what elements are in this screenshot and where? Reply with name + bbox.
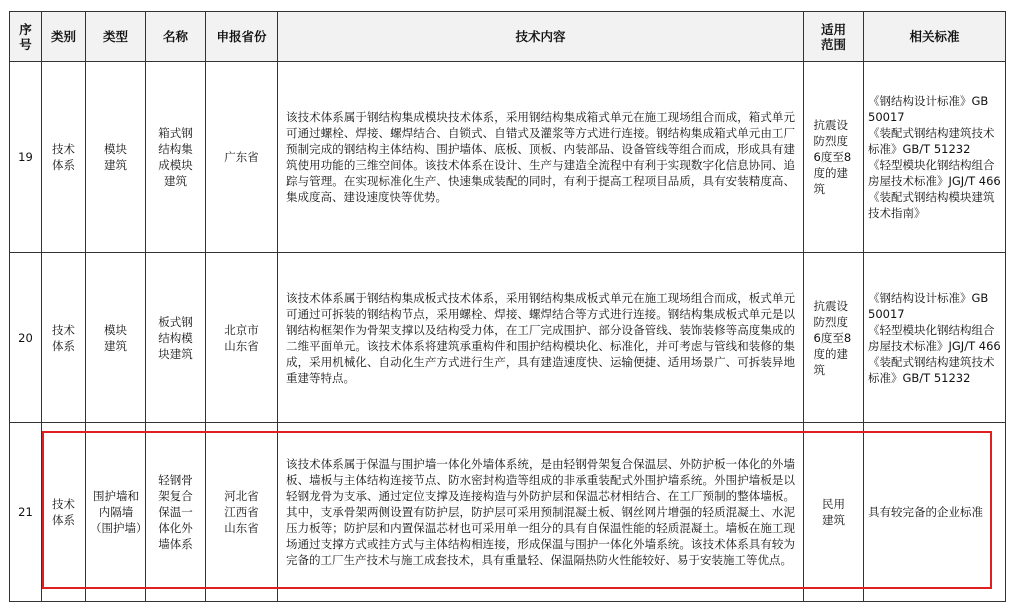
table-row <box>10 62 1006 253</box>
row-no: 19 <box>10 62 42 253</box>
col-header-type: 类型 <box>86 12 146 62</box>
col-header-scope: 适用范围 <box>804 12 864 62</box>
row-no: 20 <box>10 253 42 423</box>
row-name: 轻钢骨架复合保温一体化外墙体系 <box>146 423 206 602</box>
row-no: 21 <box>10 423 42 602</box>
header-row <box>10 12 1006 62</box>
table-row <box>10 253 1006 423</box>
col-header-content: 技术内容 <box>278 12 804 62</box>
col-header-name: 名称 <box>146 12 206 62</box>
row-standards: 具有较完备的企业标准 <box>864 423 1006 602</box>
row-category: 技术体系 <box>42 62 86 253</box>
row-province: 河北省 江西省 山东省 <box>206 423 278 602</box>
technology-table <box>9 11 1006 602</box>
row-province: 北京市 山东省 <box>206 253 278 423</box>
col-header-province: 申报省份 <box>206 12 278 62</box>
row-type: 模块建筑 <box>86 62 146 253</box>
row-content: 该技术体系属于保温与围护墙一体化外墙体系统，是由轻钢骨架复合保温层、外防护板一体化的外墙板、墙板与主体结构连接节点、防水密封构造等组成的非承重装配式外围护墙系统。外围护墙板是以轻钢龙骨为支承、通过定位支撑及连接构造与外防护层和保温芯材相结合、在工厂预制的整体墙板。其中，支承骨架两侧设置有防护层，防护层可采用预制混凝土板、钢丝网片增强的轻质混凝土、水泥压力板等；防护层和内置保温芯材也可采用单一组分的具有自保温性能的轻质混凝土。墙板在施工现场通过支撑方式或挂方式与主体结构相连接，形成保温与围护一体化外墙系统。该技术体系具有较为完备的工厂生产技术与施工成套技术，具有重量轻、保温隔热防火性能较好、易于安装施工等优点。 <box>278 423 804 602</box>
row-content: 该技术体系属于钢结构集成板式技术体系，采用钢结构集成板式单元在施工现场组合而成，板式单元可通过可拆装的钢结构节点，采用螺栓、焊接、螺焊结合等方式进行连接。钢结构集成板式单元是以钢结构框架作为骨架支撑以及结构受力体，在工厂完成围护、部分设备管线、装饰装修等高度集成的二维平面单元。该技术体系将建筑承重构件和围护结构模块化、标准化，并可考虑与管线和装修的集成，采用机械化、自动化生产方式进行生产，具有建造速度快、运输便捷、适用场景广、可拆装异地重建等特点。 <box>278 253 804 423</box>
row-content: 该技术体系属于钢结构集成模块技术体系，采用钢结构集成箱式单元在施工现场组合而成，箱式单元可通过螺栓、焊接、螺焊结合、自锁式、自错式及灌浆等方式进行连接。钢结构集成箱式单元由工厂预制完成的钢结构主体结构、围护墙体、底板、顶板、内装部品、设备管线等组合而成，形成具有建筑使用功能的三维空间体。该技术体系在设计、生产与建造全流程中有利于实现数字化信息协同、追踪与管理。在实现标准化生产、快速集成装配的同时，有利于提高工程项目品质，具有安装精度高、集成度高、建设速度快等优势。 <box>278 62 804 253</box>
row-scope: 抗震设防烈度6度至8度的建筑 <box>804 253 864 423</box>
row-type: 围护墙和内隔墙（围护墙） <box>86 423 146 602</box>
col-header-category: 类别 <box>42 12 86 62</box>
row-standards: 《钢结构设计标准》GB 50017 《装配式钢结构建筑技术标准》GB/T 51232 《轻型模块化钢结构组合房屋技术标准》JGJ/T 466 《装配式钢结构模块建筑技术指南》 <box>864 62 1006 253</box>
col-header-standards: 相关标准 <box>864 12 1006 62</box>
row-category: 技术体系 <box>42 423 86 602</box>
row-scope: 民用建筑 <box>804 423 864 602</box>
row-standards: 《钢结构设计标准》GB 50017 《轻型模块化钢结构组合房屋技术标准》JGJ/T 466 《装配式钢结构建筑技术标准》GB/T 51232 <box>864 253 1006 423</box>
row-category: 技术体系 <box>42 253 86 423</box>
row-province: 广东省 <box>206 62 278 253</box>
row-type: 模块建筑 <box>86 253 146 423</box>
row-name: 板式钢结构模块建筑 <box>146 253 206 423</box>
col-header-no: 序号 <box>10 12 42 62</box>
table-row <box>10 423 1006 602</box>
row-name: 箱式钢结构集成模块建筑 <box>146 62 206 253</box>
row-scope: 抗震设防烈度6度至8度的建筑 <box>804 62 864 253</box>
